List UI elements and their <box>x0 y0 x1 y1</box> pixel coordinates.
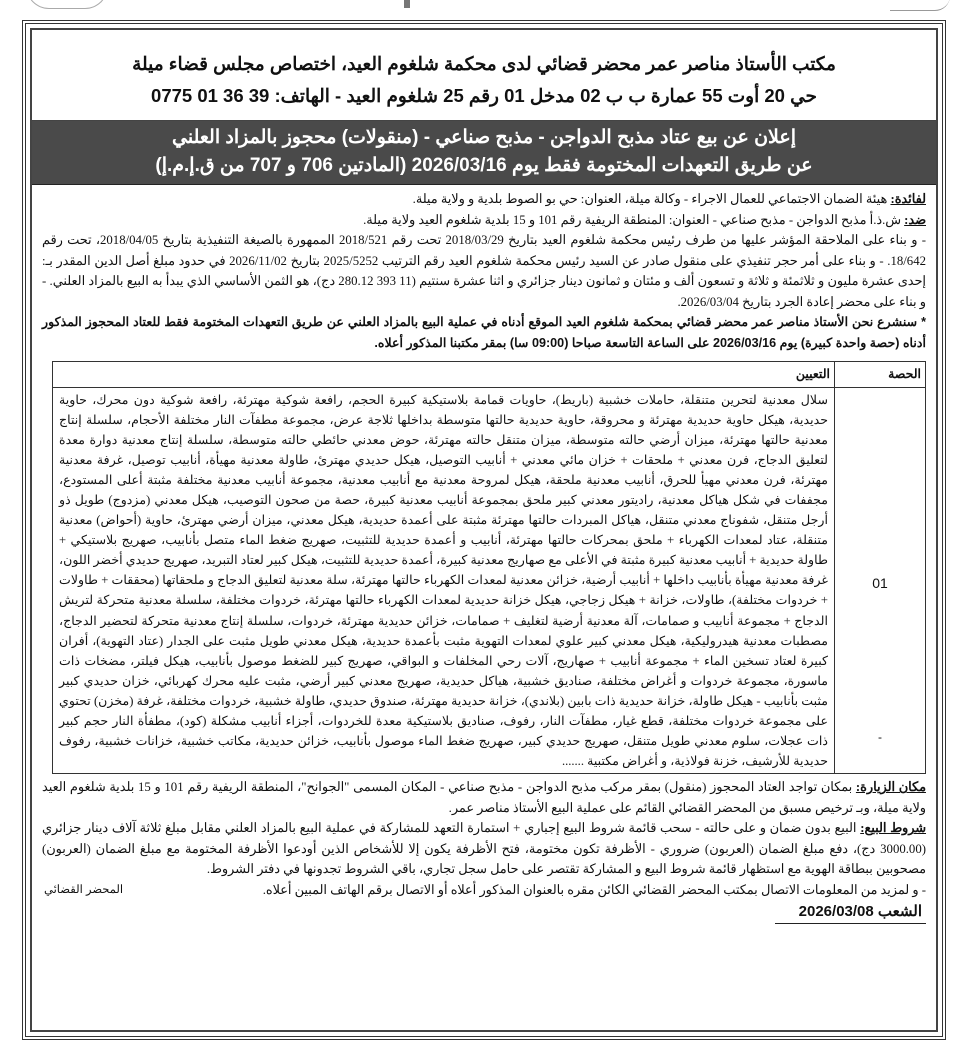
notice-body <box>32 185 936 774</box>
logo-fragment-right <box>890 0 950 11</box>
notice-frame <box>22 20 946 1040</box>
announcement-banner <box>32 121 936 185</box>
announcement-subtitle: عن طريق التعهدات المختومة فقط يوم 2026/03/16 (المادتين 706 و 707 من ق.إ.م.إ) <box>155 155 813 176</box>
publication-info <box>775 902 926 924</box>
office-address-phone: حي 20 أوت 55 عمارة ب ب 02 مدخل 01 رقم 25 شلغوم العيد - الهاتف: 39 36 01 0775 <box>151 85 817 106</box>
conditions-text: البيع بدون ضمان و على حالته - سحب قائمة شروط البيع إجباري + استمارة التعهد للمشاركة في عملية البيع بالمزاد العلني مقابل مبلغ ثلاثة آلاف دينار جزائري (3000.00 دج)، دفع مبلغ الضمان (العربون) ضروري - الأظرفة تكون مختومة، فتح الأظرفة يكون إلا للأشخاص الذين أودعوا الأظرفة المختومة مع مبلغ الضمان (العربون) مصحوبين ببطاقة الهوية مع استظهار قائمة شروط البيع و المشاركة تقتصر على حامل سجل تجاري، باقي الشروط تجدونها في دفتر الشروط. <box>42 821 926 877</box>
decorative-mark <box>404 0 410 8</box>
lot-number-cell <box>835 387 926 774</box>
against-label: ضد: <box>904 212 926 227</box>
table-header-row <box>53 362 926 388</box>
visit-label: مكان الزيارة: <box>855 780 926 795</box>
publication-row <box>42 902 926 924</box>
beneficiary-line <box>42 189 926 210</box>
newspaper-name: الشعب <box>877 903 922 921</box>
office-name: مكتب الأستاذ مناصر عمر محضر قضائي لدى محكمة شلغوم العيد، اختصاص مجلس قضاء ميلة <box>132 53 836 74</box>
visit-text: بمكان تواجد العتاد المحجوز (منقول) بمقر مركب مذبح الدواجن - مذبح صناعي - المكان المسمى "الجوانح"، المنطقة الريفية رقم 101 و 15 بلدية شلغوم العيد ولاية ميلة، وبـ ترخيص مسبق من المحضر القضائي القائم على عملية البيع الأستاذ مناصر عمر. <box>42 780 926 815</box>
table-row <box>53 387 926 774</box>
lot-column-header: الحصة <box>835 362 926 388</box>
visit-line <box>42 777 926 818</box>
description-column-header: التعيين <box>53 362 835 388</box>
sale-announcement: * سنشرع نحن الأستاذ مناصر عمر محضر قضائي بمحكمة شلغوم العيد الموقع أدناه في عملية البيع بالمزاد العلني عن طريق التعهدات المختومة فقط للعتاد المحجوز المذكور أدناه (حصة واحدة كبيرة) يوم 2026/03/16 على الساعة التاسعة صباحا (09:00 سا) بمقر مكتبنا المذكور أعلاه. <box>42 315 926 350</box>
logo-fragment-left <box>26 0 108 9</box>
announcement-title: إعلان عن بيع عتاد مذبح الدواجن - مذبح صناعي - (منقولات) محجوز بالمزاد العلني <box>172 127 796 148</box>
contact-row <box>42 880 926 901</box>
lot-number: 01 <box>872 574 888 591</box>
office-header <box>32 30 936 121</box>
lot-description: سلال معدنية لتحرين متنقلة، حاملات خشبية (باريط)، حاويات قمامة بلاستيكية كبيرة الحجم، رافعة شوكية مهترئة، رافعة شوكية دون محرك، حاوية حديدية، هيكل حاوية حديدية مهترئة و محروقة، حاوية حديدية حالتها متوسطة بداخلها ثلاجة عرض، مجموعة مطفآت النار مختلفة الأحجام، سلسلة إنتاج معدنية حالتها مهترئة، ميزان أرضي حالته متوسطة، ميزان متنقل حالته مهترئة، حوض معدني حائطي حالته متوسطة، سلسلة إنتاج معدنية دوارة معدة لتعليق الدجاج، فرن معدني + ملحقات + خزان مائي معدني + أنابيب التوصيل، هيكل حديدي مهترئ، طاولة معدنية مهيأة، أنابيب توصيل، غرفة معدنية مهترئة، فرن معدني مهيأ للحرق، أنابيب معدنية ملحقة، هيكل لمروحة معدنية مع أنابيب معدنية، مجموعة أنابيب معدنية مختلفة مثبتة أعلى المستودع، مجففات في شكل هياكل معدنية، راديتور معدني كبير ملحق بمجموعة أنابيب معدنية كبيرة، حصة من صحون التوصيب، هيكل معدني (مزدوج) طويل ذو أرجل متنقل، شفوناج معدني متنقل، هياكل المبردات حالتها مهترئة مثبتة على أعمدة حديدية، هيكل معدني، ميزان أرضي مهترئ، حاوية (أحواض) معدنية متنقلة، عتاد لمعدات الكهرباء + ملحق بمحركات حالتها مهترئة، أنابيب و أعمدة حديدية للتثبيت، صهريج ضغط الماء متصل بأنابيب، صهريج بلاستيكي + طاولة حديدية + أنابيب معدنية كبيرة مثبتة في الأعلى مع صهاريج معدنية كبيرة، أعمدة حديدية للتثبيت، هيكل كبير لعتاد التبريد، صهريج حديدي أخضر اللون، غرفة معدنية مهيأة بأنابيب داخلها + أنابيب أرضية، خزائن معدنية لمعدات الكهرباء حالتها مهترئة، سلة معدنية لتعليق الدجاج و ملحقاتها (محققات + طاولات + خردوات مختلفة)، طاولات، خزانة + هيكل زجاجي، هيكل خزانة حديدية لمعدات الكهرباء حالتها مهترئة، خردوات مختلفة، سلسلة معدنية متحركة لتريش الدجاج + مجموعة أنابيب و صمامات، آلة معدنية أرضية لتغليف + صمامات، خزائن حديدية مهترئة، خردوات، سلسلة إنتاج معدنية متحركة لتحضير الدجاج، مصطبات معدنية هيدروليكية، هيكل معدني كبير علوي لمعدات التهوية مثبت بأعمدة حديدية، هيكل معدني طويل مثبت على الجدار (عتاد التهوية)، أفران كبيرة لعتاد تسخين الماء + مجموعة أنابيب + صهاريج، آلات رحي المخلفات و البواقي، صهريج كبير للضغط موصول بأنابيب، هيكل فيلتر، مضخات ذات ماسورة، مجموعة خردوات و أغراض مختلفة، صناديق خشبية، هياكل حديدية، صهريج معدني كبير أرضي، مثبت عليه محرك كهربائي، خزان حديدي كبير مثبت بأنابيب - هيكل طاولة، خزانة حديدية ذات بابين (بلاندي)، خزانة حديدية مهترئة، صندوق حديدي، طاولة خشبية، خردوات مختلفة، غرفة (مخزن) تحتوي على مجموعة خردوات مختلفة، قطع غيار، مطفآت النار، رفوف، صناديق بلاستيكية معدة للخردوات، أجزاء أنابيب مشكلة (كود)، مطفأة النار حجم كبير ذات عجلات، سلوم معدني طويل متنقل، صهريج حديدي كبير، صهريج ضغط الماء موصول بأنابيب، خزائن حديدية، مكاتب خشبية، خزانات خشبية، رفوف حديدية للأرشيف، خزنة فولاذية، و أغراض مكتبية ....... <box>53 387 835 774</box>
conditions-line <box>42 818 926 880</box>
against-text: ش.ذ.أ مذبح الدواجن - مذبح صناعي - العنوان: المنطقة الريفية رقم 101 و 15 بلدية شلغوم العيد ولاية ميلة. <box>363 212 901 227</box>
beneficiary-label: لفائدة: <box>890 192 926 206</box>
preamble-text: - و بناء على الملاحقة المؤشر عليها من طرف رئيس محكمة شلغوم العيد بتاريخ 2018/03/29 تحت رقم 2018/521 الممهورة بالصيغة التنفيذية بتاريخ 2018/04/05، تحت رقم 18/642. - و بناء على أمر حجر تنفيذي على منقول صادر عن السيد رئيس محكمة شلغوم العيد رقم الترتيب 2025/5252 بتاريخ 2026/11/02 في حدود مبلغ أصل الدين المقدر بـ: إحدى عشرة مليون و ثلاثمئة و ثلاثة و تسعون ألف و مئتان و ثمانون دينار جزائري و اثنا عشرة سنتيم (11 393 280.12 دج)، هو الثمن الأساسي الذي يبدأ به البيع بالمزاد العلني. - و بناء على محضر إعادة الجرد بتاريخ 2026/03/04. <box>42 233 927 309</box>
notice-content <box>30 28 938 1032</box>
beneficiary-text: هيئة الضمان الاجتماعي للعمال الاجراء - وكالة ميلة، العنوان: حي بو الصوط بلدية و ولاية ميلة. <box>412 192 888 206</box>
conditions-label: شروط البيع: <box>860 821 927 836</box>
lot-end-mark: - <box>878 729 882 744</box>
notice-footer <box>32 774 936 924</box>
signature-label: المحضر القضائي <box>44 883 124 896</box>
publication-date: 2026/03/08 <box>798 903 874 921</box>
contact-text: - و لمزيد من المعلومات الاتصال بمكتب المحضر القضائي الكائن مقره بالعنوان المذكور أعلاه أو الاتصال برقم الهاتف المبين أعلاه. <box>262 882 926 897</box>
lots-table <box>52 361 926 774</box>
against-line <box>42 210 926 231</box>
